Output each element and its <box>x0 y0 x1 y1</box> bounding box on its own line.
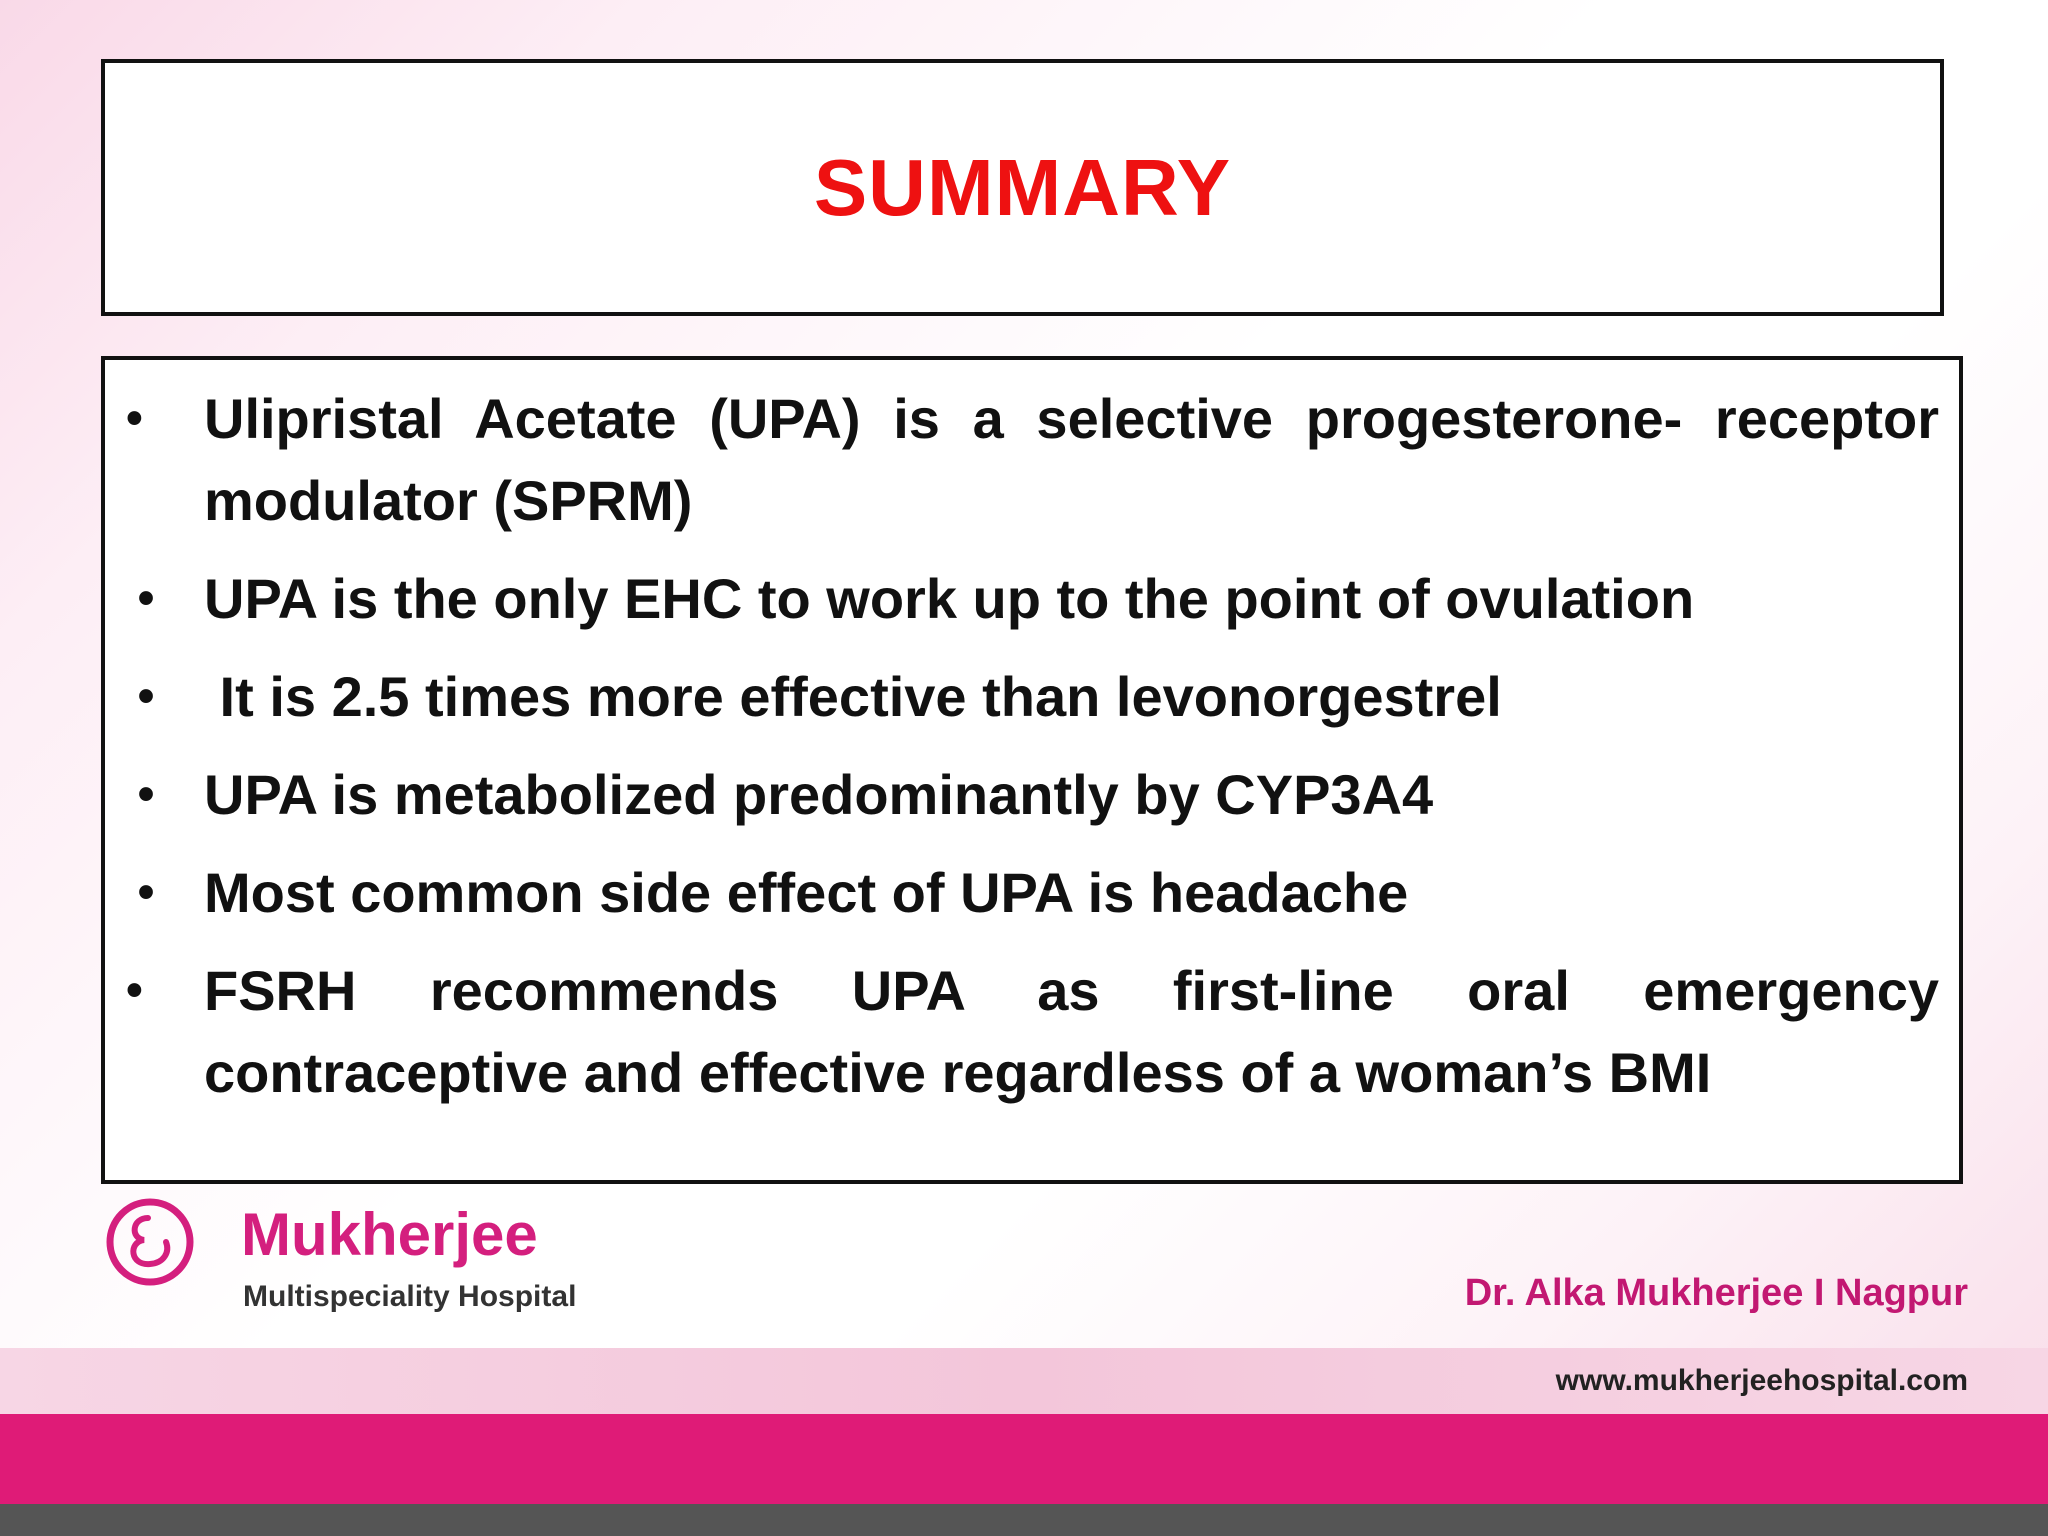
hospital-logo-icon <box>78 1180 228 1330</box>
logo-name: Mukherjee <box>241 1201 538 1268</box>
bullet-text: It is 2.5 times more effective than levonorgestrel <box>204 665 1502 728</box>
footer-band-dark <box>0 1504 2048 1536</box>
bullet-text: UPA is metabolized predominantly by CYP3A4 <box>204 763 1434 826</box>
website-link[interactable]: www.mukherjeehospital.com <box>1555 1364 1968 1397</box>
doctor-name: Dr. Alka Mukherjee I Nagpur <box>1464 1272 1968 1314</box>
hospital-logo <box>78 1180 638 1330</box>
bullet-icon: • <box>126 964 143 1017</box>
content-box <box>101 356 1963 1184</box>
bullet-item <box>105 852 1959 934</box>
bullet-icon: • <box>137 866 155 919</box>
bullet-item <box>105 754 1959 836</box>
title-box <box>101 59 1944 316</box>
bullet-item <box>105 656 1959 738</box>
bullet-text: Ulipristal Acetate (UPA) is a selective progesterone- receptor modulator (SPRM) <box>204 387 1939 532</box>
bullet-icon: • <box>137 768 155 821</box>
slide-title: SUMMARY <box>813 142 1232 232</box>
bullet-icon: • <box>137 670 155 723</box>
bullet-item <box>105 378 1959 542</box>
footer-band-magenta <box>0 1414 2048 1504</box>
bullet-icon: • <box>126 392 143 445</box>
bullet-list <box>105 378 1959 1130</box>
bullet-item <box>105 558 1959 640</box>
bullet-text: UPA is the only EHC to work up to the point of ovulation <box>204 567 1695 630</box>
bullet-item <box>105 950 1959 1114</box>
bullet-text: Most common side effect of UPA is headache <box>204 861 1409 924</box>
logo-subtitle: Multispeciality Hospital <box>243 1280 577 1313</box>
bullet-icon: • <box>137 572 155 625</box>
bullet-text: FSRH recommends UPA as first-line oral emergency contraceptive and effective regardless of a woman’s BMI <box>204 959 1939 1104</box>
